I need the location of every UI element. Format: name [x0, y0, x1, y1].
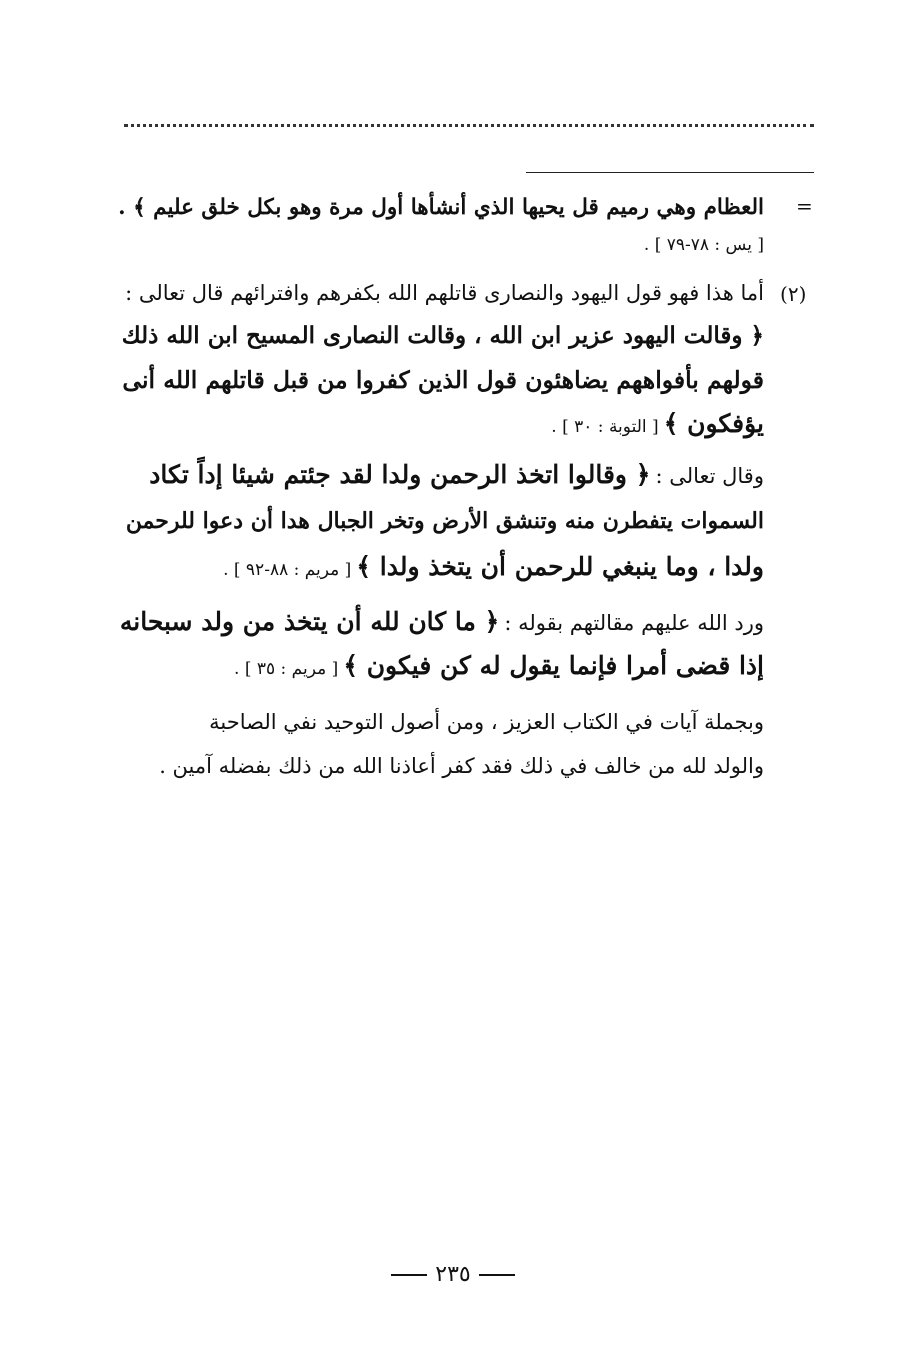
paragraph-4-line-2: والولد لله من خالف في ذلك فقد كفر أعاذنا الله من ذلك بفضله آمين . — [159, 754, 764, 778]
footnote-2-intro: أما هذا فهو قول اليهود والنصارى قاتلهم الله بكفرهم وافترائهم قال تعالى : — [125, 281, 764, 305]
footnote-separator — [526, 172, 814, 173]
paragraph-2-verse-start: ﴿ وقالوا اتخذ الرحمن ولدا لقد جئتم شيئا إداً تكاد — [149, 460, 651, 489]
footnote-2-verse-line-3 — [118, 402, 764, 446]
paragraph-2-line-2: السموات يتفطرن منه وتنشق الأرض وتخر الجبال هدا أن دعوا للرحمن — [125, 508, 764, 534]
continuation-reference: [ يس : ٧٨-٧٩ ] . — [643, 235, 764, 255]
page-number-dash-left — [391, 1274, 427, 1276]
footnote-continuation — [118, 186, 764, 260]
paragraph-3 — [118, 600, 764, 688]
footnote-2-reference: [ التوبة : ٣٠ ] . — [551, 417, 659, 437]
footnote-2 — [118, 272, 764, 446]
paragraph-3-line-2 — [118, 644, 764, 688]
paragraph-3-line-1 — [118, 600, 764, 644]
footnote-2-verse-end: يؤفكون ﴾ — [663, 409, 764, 438]
paragraph-3-verse-start: ﴿ ما كان لله أن يتخذ من ولد سبحانه — [119, 607, 500, 636]
paragraph-2-line-3 — [118, 544, 764, 590]
paragraph-3-verse-end: إذا قضى أمرا فإنما يقول له كن فيكون ﴾ — [343, 651, 764, 680]
dotted-separator — [124, 124, 814, 127]
paragraph-2-reference: [ مريم : ٨٨-٩٢ ] . — [223, 560, 352, 580]
page-number-dash-right — [479, 1274, 515, 1276]
paragraph-4-line-1: وبجملة آيات في الكتاب العزيز ، ومن أصول التوحيد نفي الصاحبة — [209, 710, 764, 734]
continuation-verse-line: العظام وهي رميم قل يحيها الذي أنشأها أول مرة وهو بكل خلق عليم ﴾ . — [118, 195, 764, 220]
paragraph-4 — [118, 700, 764, 788]
paragraph-2-line-1 — [118, 452, 764, 498]
paragraph-2 — [118, 452, 764, 590]
paragraph-3-intro: ورد الله عليهم مقالتهم بقوله : — [504, 611, 764, 635]
paragraph-3-reference: [ مريم : ٣٥ ] . — [234, 659, 339, 679]
page-number — [0, 1262, 906, 1287]
continuation-marker: = — [796, 194, 813, 218]
footnote-2-verse-line-2: قولهم بأفواههم يضاهئون قول الذين كفروا من قبل قاتلهم الله أنى — [122, 366, 764, 394]
footnote-2-marker: (٢) — [780, 282, 807, 306]
page-number-value: ٢٣٥ — [435, 1262, 471, 1287]
paragraph-2-intro: وقال تعالى : — [655, 464, 764, 488]
paragraph-2-verse-end: ولدا ، وما ينبغي للرحمن أن يتخذ ولدا ﴾ — [356, 552, 764, 581]
footnote-2-verse-line-1: ﴿ وقالت اليهود عزير ابن الله ، وقالت النصارى المسيح ابن الله ذلك — [121, 322, 764, 349]
